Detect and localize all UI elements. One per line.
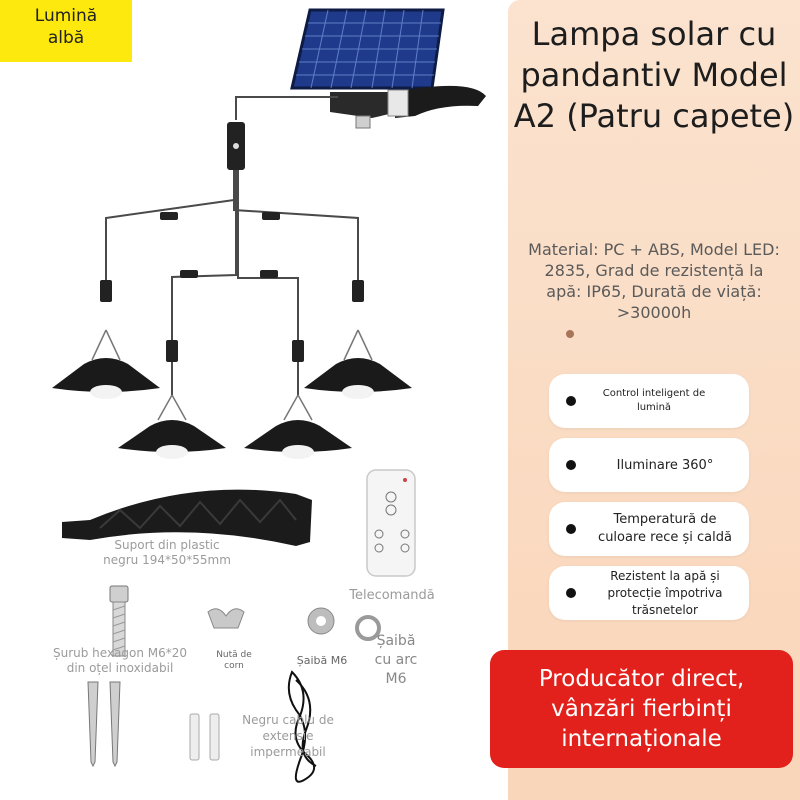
wing-nut-label: Nută de corn: [216, 650, 252, 671]
bullet-icon: [566, 460, 576, 470]
wood-screw-icon: [88, 682, 120, 766]
washer-label: Șaibă M6: [296, 654, 348, 667]
feature-label: Iluminare 360°: [616, 457, 714, 473]
feature-card-smart-light: [549, 374, 749, 428]
washer-icon: [308, 608, 334, 634]
feature-label: Rezistent la apă și protecție împotriva trăsnetelor: [607, 568, 723, 617]
lamp-shade-icon: [304, 330, 412, 399]
spring-washer-label: Șaibă cu arc M6: [374, 633, 418, 687]
feature-card-color-temp: [549, 502, 749, 556]
product-title: Lampa solar cu pandantiv Model A2 (Patru capete): [513, 15, 795, 135]
feature-label: Control inteligent de lumină: [602, 388, 706, 413]
bullet-icon: [566, 396, 576, 406]
wall-anchor-icon: [190, 714, 219, 760]
color-variant-badge: [0, 0, 132, 62]
cable-label: Negru cablu de extensie impermeabil: [242, 713, 334, 759]
bullet-icon: [566, 588, 576, 598]
remote-label: Telecomandă: [349, 588, 435, 603]
feature-card-360: [549, 438, 749, 492]
decorative-dot: [566, 330, 574, 338]
promo-text: Producător direct, vânzări fierbinți internaționale: [538, 666, 745, 752]
bracket-label: Suport din plastic negru 194*50*55mm: [103, 538, 231, 567]
bullet-icon: [566, 524, 576, 534]
badge-label: Lumină albă: [34, 6, 98, 48]
feature-card-waterproof: [549, 566, 749, 620]
screw-label: Șurub hexagon M6*20 din oțel inoxidabil: [52, 646, 188, 675]
lamp-shade-icon: [118, 395, 226, 459]
lamp-shade-icon: [52, 330, 160, 399]
lamp-shade-icon: [244, 395, 352, 459]
wing-nut-icon: [208, 609, 244, 628]
feature-label: Temperatură de culoare rece și caldă: [598, 512, 732, 545]
spec-text: Material: PC + ABS, Model LED: 2835, Grad de rezistență la apă: IP65, Durată de viață: >30000h: [528, 240, 780, 322]
solar-panel-icon: [292, 10, 486, 128]
promo-banner: [490, 650, 793, 768]
remote-control-icon: [367, 470, 415, 576]
